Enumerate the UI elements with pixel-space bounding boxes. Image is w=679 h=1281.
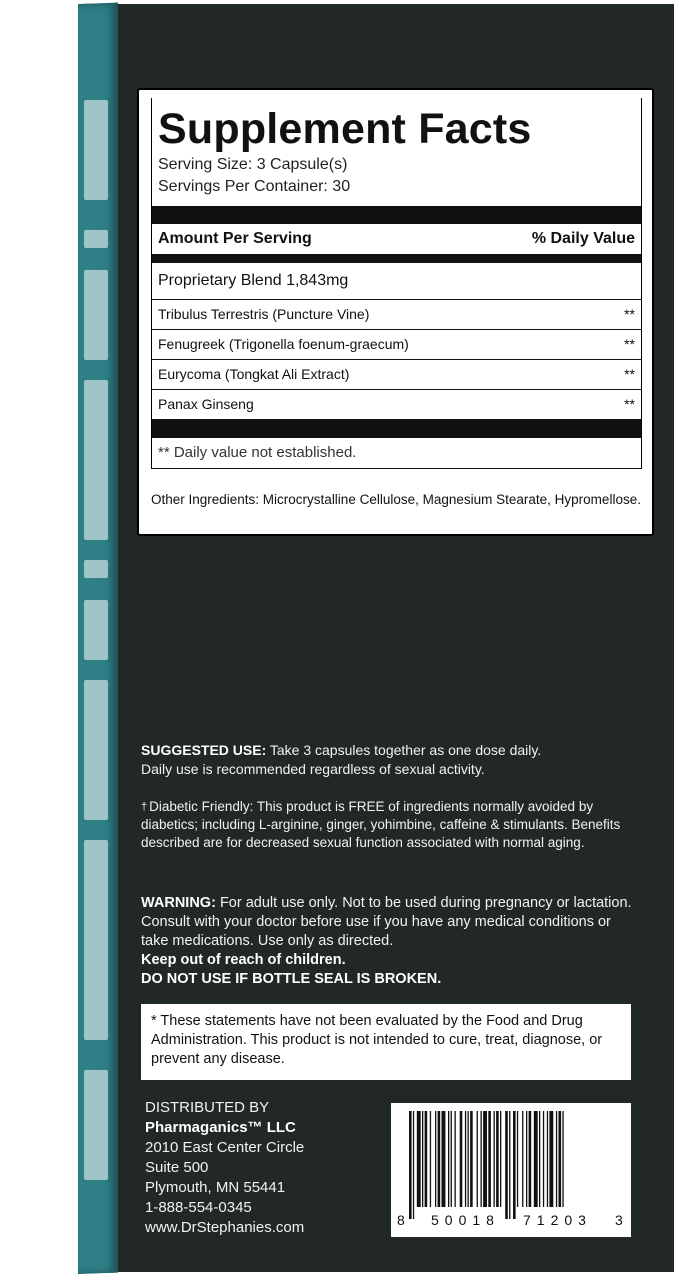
barcode-bar bbox=[549, 1111, 553, 1207]
barcode-bar bbox=[483, 1111, 487, 1207]
barcode bbox=[391, 1103, 631, 1237]
ingredient-name: Eurycoma (Tongkat Ali Extract) bbox=[158, 366, 350, 382]
barcode-digits-left: 50018 bbox=[431, 1212, 500, 1228]
barcode-bar bbox=[500, 1111, 501, 1207]
ingredient-row bbox=[152, 360, 641, 390]
ingredient-row bbox=[152, 300, 641, 330]
barcode-bar bbox=[422, 1111, 423, 1207]
amount-per-serving-label: Amount Per Serving bbox=[158, 230, 312, 247]
barcode-bar bbox=[505, 1111, 508, 1219]
ingredient-dv: ** bbox=[624, 396, 635, 412]
barcode-bar bbox=[547, 1111, 548, 1207]
barcode-bar bbox=[438, 1111, 441, 1207]
warning-label: WARNING: bbox=[141, 895, 216, 911]
barcode-bar bbox=[442, 1111, 446, 1207]
ingredient-row bbox=[152, 330, 641, 360]
supplement-facts-panel bbox=[137, 88, 654, 536]
amount-header-row bbox=[152, 224, 641, 254]
barcode-bar bbox=[494, 1111, 495, 1207]
barcode-bar bbox=[517, 1111, 518, 1207]
barcode-bar bbox=[435, 1111, 436, 1207]
barcode-bar bbox=[513, 1111, 516, 1219]
barcode-bar bbox=[529, 1111, 532, 1207]
barcode-bar bbox=[509, 1111, 510, 1219]
barcode-bar bbox=[409, 1111, 412, 1219]
divider-thick bbox=[152, 206, 641, 224]
barcode-bar bbox=[543, 1111, 544, 1207]
barcode-digit-check: 3 bbox=[615, 1212, 623, 1228]
distributor-company: Pharmaganics™ LLC bbox=[145, 1119, 296, 1136]
daily-value-footnote: ** Daily value not established. bbox=[152, 438, 641, 469]
barcode-bar bbox=[460, 1111, 463, 1207]
other-ingredients: Other Ingredients: Microcrystalline Cellulose, Magnesium Stearate, Hypromellose. bbox=[151, 492, 641, 507]
daily-value-label: % Daily Value bbox=[531, 230, 635, 247]
keep-out-of-reach: Keep out of reach of children. bbox=[141, 952, 346, 968]
barcode-bar bbox=[468, 1111, 469, 1207]
barcode-bar bbox=[477, 1111, 478, 1207]
barcode-bar bbox=[496, 1111, 499, 1207]
fda-disclaimer: * These statements have not been evaluated by the Food and Drug Administration. This product is not intended to cure, treat, diagnose, or prevent any disease. bbox=[141, 1004, 631, 1080]
diabetic-friendly-text: Diabetic Friendly: This product is FREE of ingredients normally avoided by diabetics; including L-arginine, ginger, yohimbine, caffeine & stimulants. Benefits described are for decreased sexual function associated with normal aging. bbox=[141, 799, 621, 850]
serving-size: Serving Size: 3 Capsule(s) bbox=[158, 156, 348, 173]
barcode-bar bbox=[556, 1111, 557, 1207]
barcode-bar bbox=[430, 1111, 431, 1207]
servings-per-container: Servings Per Container: 30 bbox=[158, 178, 351, 195]
barcode-bar bbox=[481, 1111, 482, 1207]
divider-medium bbox=[152, 254, 641, 263]
barcode-bars bbox=[409, 1111, 613, 1219]
supplement-facts-inner bbox=[151, 98, 642, 469]
barcode-bar bbox=[534, 1111, 538, 1207]
barcode-bar bbox=[562, 1111, 563, 1207]
distributor-address2: Suite 500 bbox=[145, 1159, 209, 1176]
ingredient-dv: ** bbox=[624, 366, 635, 382]
ingredient-dv: ** bbox=[624, 336, 635, 352]
suggested-use-line1: Take 3 capsules together as one dose daily. bbox=[266, 742, 542, 758]
ingredient-name: Fenugreek (Trigonella foenum-graecum) bbox=[158, 336, 409, 352]
distributed-by-label: DISTRIBUTED BY bbox=[145, 1099, 270, 1116]
barcode-bar bbox=[559, 1111, 562, 1207]
barcode-digit-first: 8 bbox=[397, 1212, 405, 1228]
barcode-bar bbox=[526, 1111, 527, 1207]
distributor-website: www.DrStephanies.com bbox=[145, 1219, 305, 1236]
diabetic-friendly-note bbox=[141, 798, 651, 852]
bottle-seal-warning: DO NOT USE IF BOTTLE SEAL IS BROKEN. bbox=[141, 971, 442, 987]
barcode-bar bbox=[488, 1111, 491, 1207]
warning-section bbox=[141, 894, 641, 989]
barcode-bar bbox=[448, 1111, 449, 1207]
ingredient-dv: ** bbox=[624, 306, 635, 322]
barcode-digits-right: 71203 bbox=[523, 1212, 592, 1228]
barcode-bar bbox=[522, 1111, 523, 1207]
distributor-address1: 2010 East Center Circle bbox=[145, 1139, 305, 1156]
barcode-bar bbox=[539, 1111, 540, 1207]
ingredient-name: Tribulus Terrestris (Puncture Vine) bbox=[158, 306, 370, 322]
barcode-bar bbox=[455, 1111, 456, 1207]
barcode-bar bbox=[470, 1111, 473, 1207]
distributor-phone: 1-888-554-0345 bbox=[145, 1199, 252, 1216]
barcode-bar bbox=[417, 1111, 421, 1207]
warning-text: For adult use only. Not to be used during pregnancy or lactation. Consult with your doctor before use if you have any medical conditions or take medications. Use only as directed. bbox=[141, 895, 632, 949]
barcode-bar bbox=[451, 1111, 452, 1207]
supplement-facts-title: Supplement Facts bbox=[158, 105, 532, 153]
barcode-bar bbox=[425, 1111, 428, 1207]
ingredient-name: Panax Ginseng bbox=[158, 396, 254, 412]
suggested-use-label: SUGGESTED USE: bbox=[141, 742, 267, 758]
dagger-symbol: † bbox=[141, 801, 148, 813]
distributor-city: Plymouth, MN 55441 bbox=[145, 1179, 286, 1196]
barcode-bar bbox=[465, 1111, 466, 1207]
barcode-bar bbox=[413, 1111, 414, 1219]
suggested-use-line2: Daily use is recommended regardless of sexual activity. bbox=[141, 761, 485, 777]
ingredient-row bbox=[152, 390, 641, 420]
proprietary-blend: Proprietary Blend 1,843mg bbox=[152, 263, 641, 300]
distributor-info bbox=[145, 1098, 365, 1238]
divider-thick-bottom bbox=[152, 420, 641, 438]
side-panel-decoration bbox=[84, 80, 114, 1200]
suggested-use bbox=[141, 741, 641, 779]
